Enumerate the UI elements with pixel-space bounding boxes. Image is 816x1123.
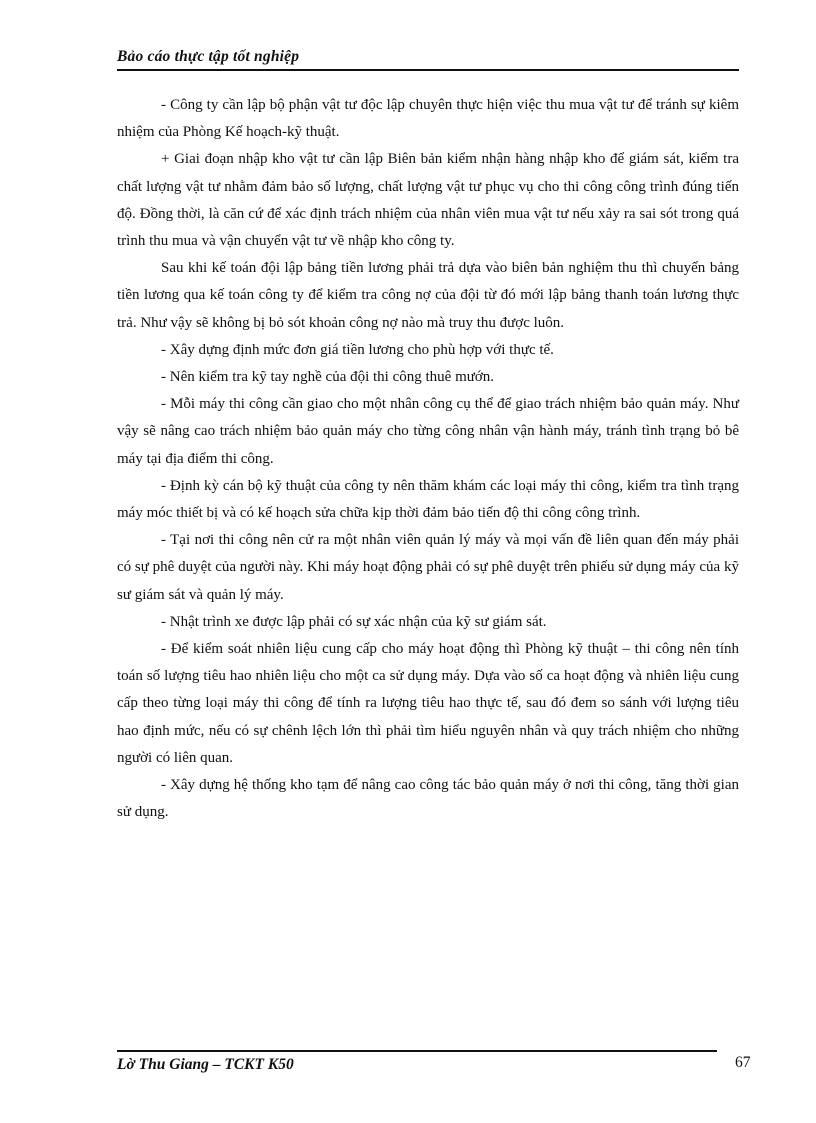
page-header: [117, 48, 739, 71]
paragraph: + Giai đoạn nhập kho vật tư cần lập Biên bản kiểm nhận hàng nhập kho để giám sát, kiểm tra chất lượng vật tư nhằm đảm bảo số lượng, chất lượng vật tư phục vụ cho thi công công trình đúng tiến độ. Đồng thời, là căn cứ để xác định trách nhiệm của nhân viên mua vật tư nếu xảy ra sai sót trong quá trình thu mua và vận chuyển vật tư về nhập kho công ty.: [117, 151, 739, 250]
paragraph: - Nên kiểm tra kỹ tay nghề của đội thi công thuê mướn.: [161, 369, 495, 386]
header-title: Bảo cáo thực tập tốt nghiệp: [117, 48, 300, 65]
paragraph: - Mỗi máy thi công cần giao cho một nhân công cụ thể để giao trách nhiệm bảo quản máy. Như vậy sẽ nâng cao trách nhiệm bảo quản máy cho từng công nhân vận hành máy, tránh tình trạng bỏ bê máy tại địa điểm thi công.: [117, 396, 739, 467]
paragraph: - Công ty cần lập bộ phận vật tư độc lập chuyên thực hiện việc thu mua vật tư để tránh sự kiêm nhiệm của Phòng Kế hoạch-kỹ thuật.: [117, 97, 739, 141]
paragraph: - Định kỳ cán bộ kỹ thuật của công ty nên thăm khám các loại máy thi công, kiểm tra tình trạng máy móc thiết bị và có kế hoạch sửa chữa kịp thời đảm bảo tiến độ thi công công trình.: [117, 477, 739, 522]
paragraph: - Tại nơi thi công nên cử ra một nhân viên quản lý máy và mọi vấn đề liên quan đến máy phải có sự phê duyệt của người này. Khi máy hoạt động phải có sự phê duyệt trên phiếu sử dụng máy của kỹ sư giám sát và quản lý máy.: [117, 532, 739, 603]
document-body: [117, 92, 739, 826]
paragraph: - Xây dựng định mức đơn giá tiền lương cho phù hợp với thực tế.: [161, 341, 554, 358]
paragraph: - Xây dựng hệ thống kho tạm để nâng cao công tác bảo quản máy ở nơi thi công, tăng thời gian sử dụng.: [117, 777, 739, 821]
paragraph: - Nhật trình xe được lập phải có sự xác nhận của kỹ sư giám sát.: [161, 613, 547, 630]
paragraph: Sau khi kế toán đội lập bảng tiền lương phải trả dựa vào biên bản nghiệm thu thì chuyển bảng tiền lương qua kế toán công ty để kiểm tra công nợ của đội từ đó mới lập bảng thanh toán lương thực trả. Như vậy sẽ không bị bỏ sót khoản công nợ nào mà truy thu được luôn.: [117, 260, 739, 331]
page-number: 67: [735, 1054, 751, 1071]
page-footer: [117, 1050, 717, 1074]
paragraph: - Để kiểm soát nhiên liệu cung cấp cho máy hoạt động thì Phòng kỹ thuật – thi công nên tính toán số lượng tiêu hao nhiên liệu cho một ca sử dụng máy. Dựa vào số ca hoạt động và nhiên liệu cung cấp theo từng loại máy thi công để tính ra lượng tiêu hao thực tế, sau đó đem so sánh với lượng tiêu hao định mức, nếu có sự chênh lệch lớn thì phải tìm hiểu nguyên nhân và quy trách nhiệm cho những người có liên quan.: [117, 641, 739, 766]
footer-author: Lờ Thu Giang – TCKT K50: [117, 1056, 294, 1073]
